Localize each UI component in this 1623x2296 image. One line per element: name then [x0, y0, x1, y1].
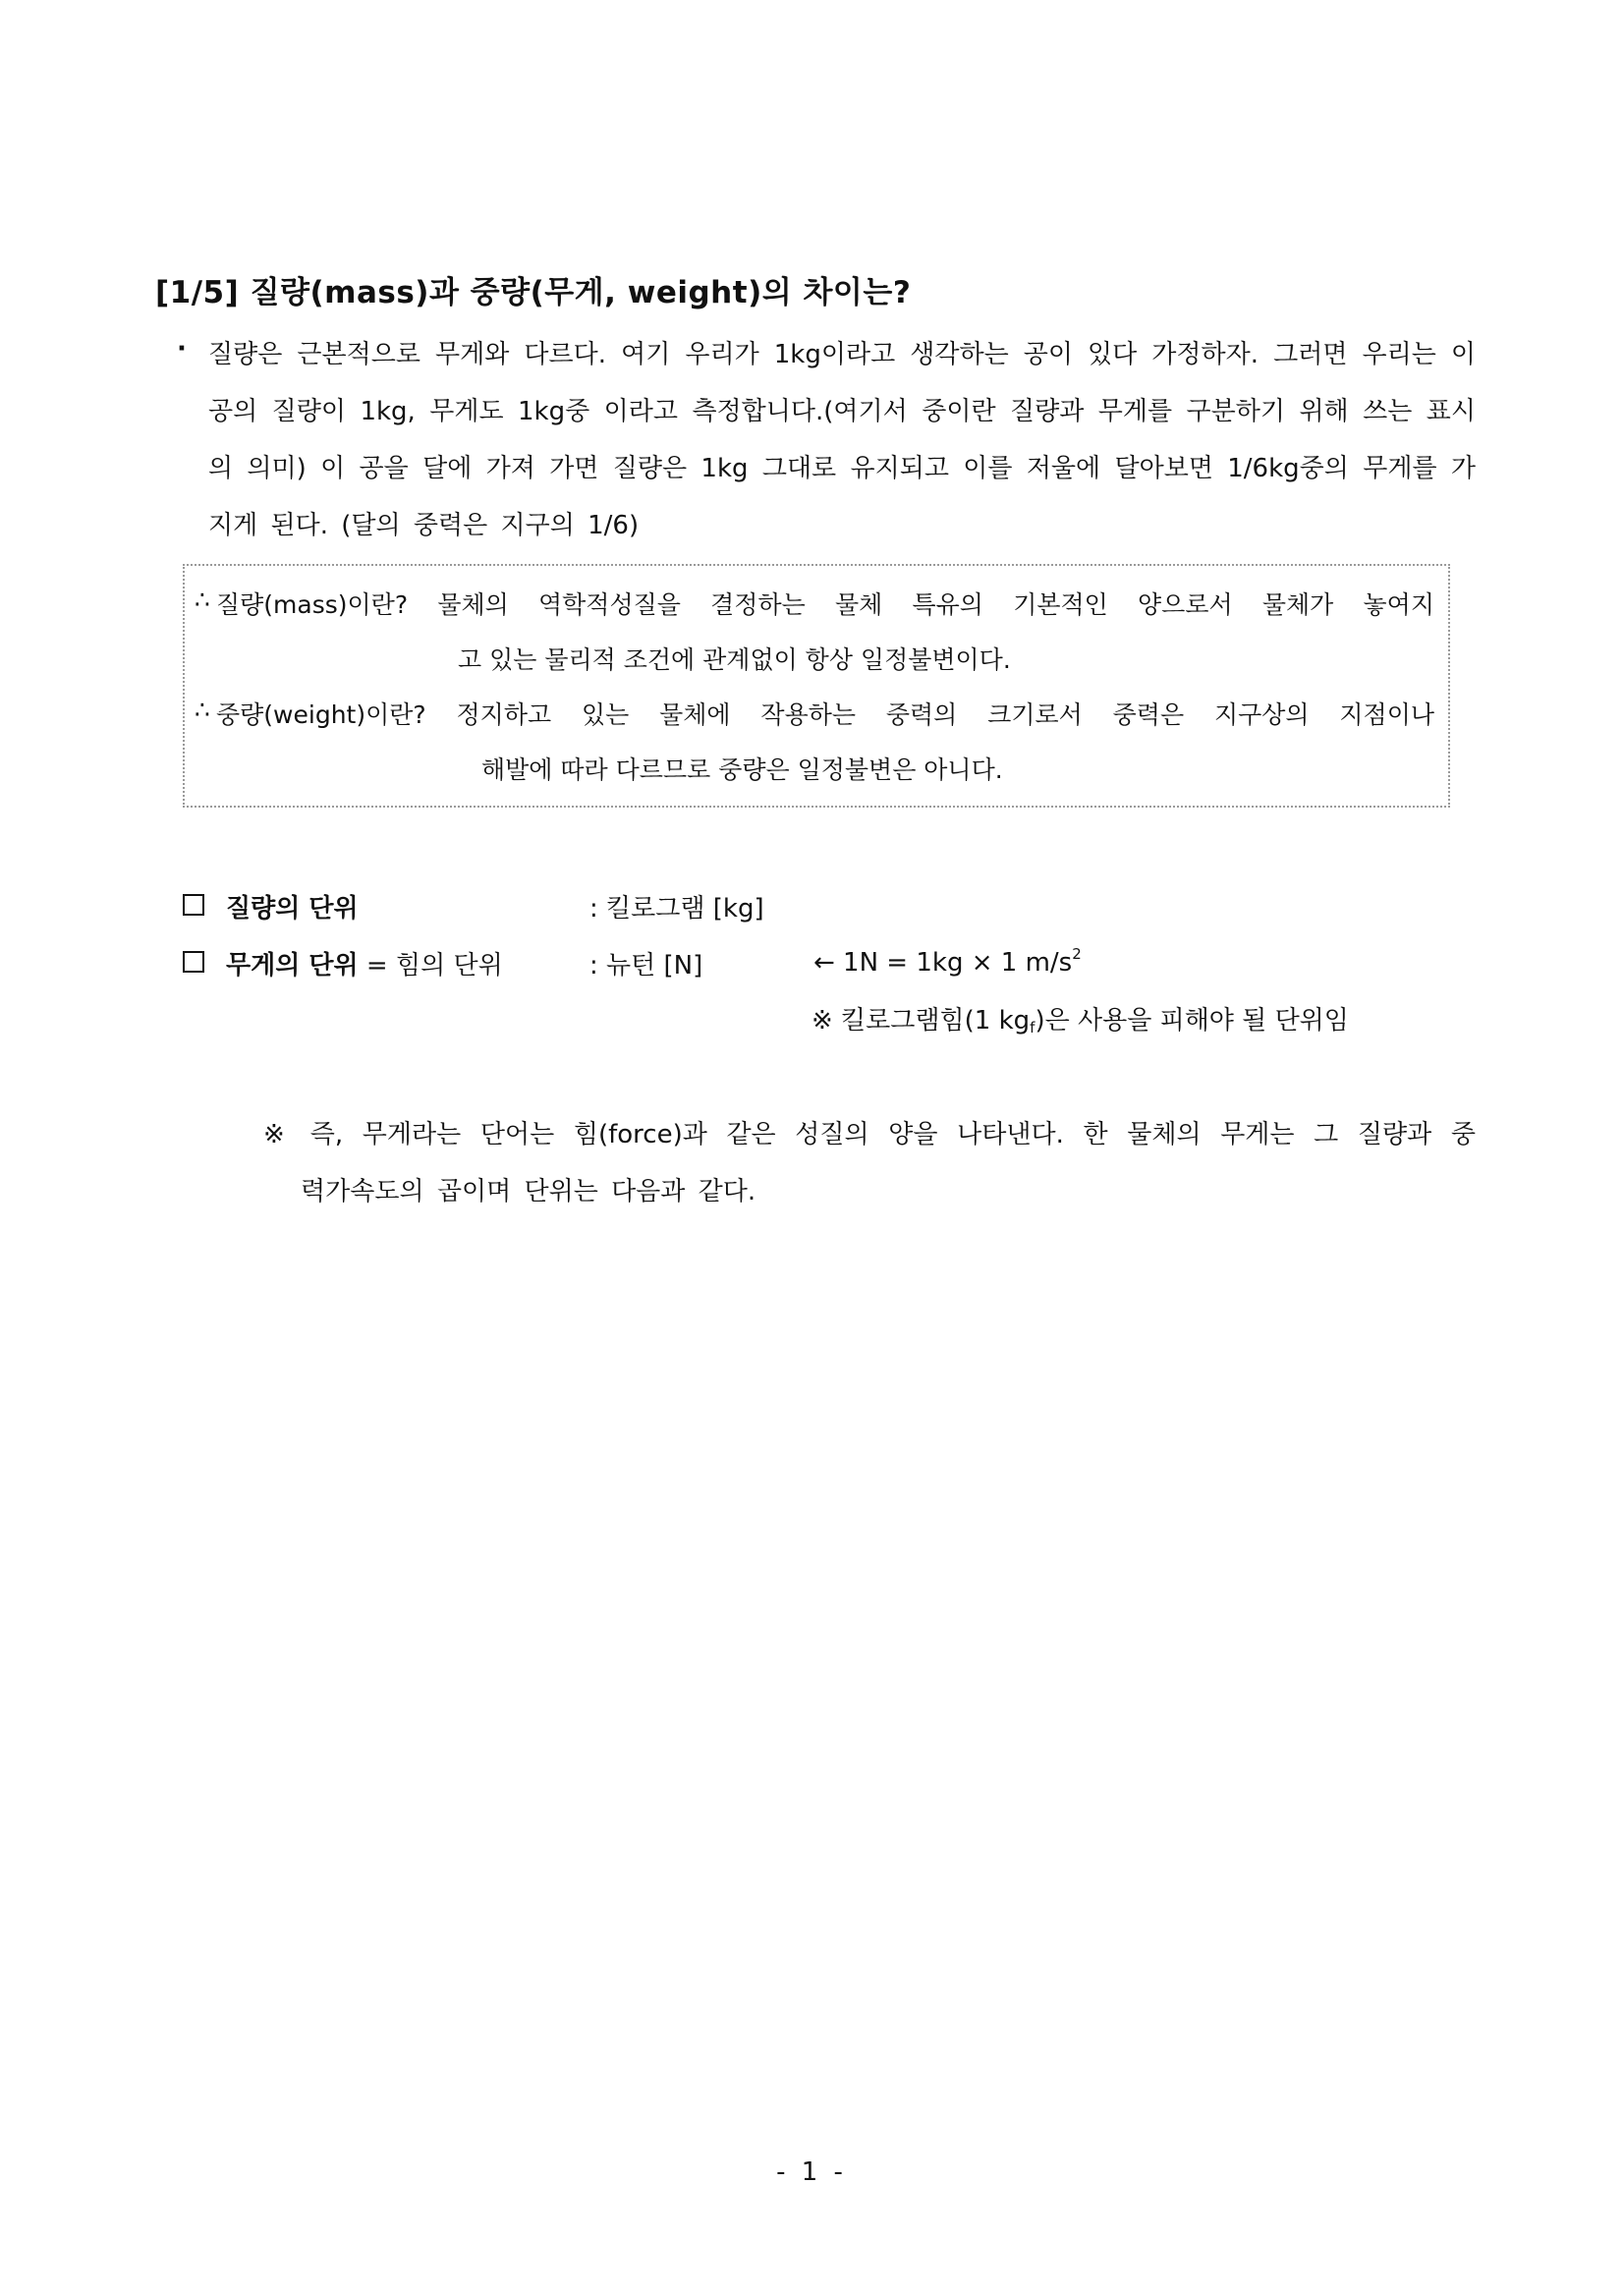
- weight-note-line2: 력가속도의 곱이며 단위는 다음과 같다.: [301, 1177, 756, 1206]
- mass-unit-value: : 킬로그램 [kg]: [589, 894, 764, 924]
- kilogram-force-note: ※ 킬로그램힘(1 $kg_f$)은 사용을 피해야 될 단위임: [812, 1006, 1349, 1036]
- intro-paragraph: 질량은 근본적으로 무게와 다르다. 여기 우리가 1kg이라고 생각하는 공이 있다 가정하자. 그러면 우리는 이 공의 질량이 1kg, 무게도 1kg중 이라고 측정합니다.(여기서 중이란 질량과 무게를 구분하기 위해 쓰는 표시의 의미) 이 공을 달에 가져 가면 질량은 1kg 그대로 유지되고 이를 저울에 달아보면 1/6kg중의 무게를 가지게 된다. (달의 중력은 지구의 1/6): [208, 340, 1476, 540]
- weight-unit-value: : 뉴턴 [N]: [589, 951, 703, 980]
- page-number: - 1 -: [776, 2157, 847, 2187]
- mass-definition-line2: 고 있는 물리적 조건에 관계없이 항상 일정불변이다.: [458, 645, 1011, 674]
- therefore-symbol: ∴: [195, 586, 210, 614]
- checkbox-icon: [183, 894, 204, 916]
- weight-unit-label-suffix: = 힘의 단위: [358, 951, 503, 980]
- weight-unit-label: 무게의 단위 = 힘의 단위: [226, 951, 503, 980]
- weight-note: [263, 1106, 1476, 1220]
- weight-definition-line1: 중량(weight)이란? 정지하고 있는 물체에 작용하는 중력의 크기로서 중력은 지구상의 지점이나: [216, 700, 1434, 729]
- newton-formula: ← 1N = 1kg × 1 $m/s^2$: [813, 945, 1082, 978]
- weight-note-line1: ※ 즉, 무게라는 단어는 힘(force)과 같은 성질의 양을 나타낸다. 한 물체의 무게는 그 질량과 중: [263, 1120, 1476, 1149]
- intro-bullet: ·: [177, 334, 187, 364]
- weight-definition-line2: 해발에 따라 다르므로 중량은 일정불변은 아니다.: [481, 756, 1003, 784]
- checkbox-icon: [183, 951, 204, 973]
- section-heading: [1/5] 질량(mass)과 중량(무게, weight)의 차이는?: [155, 275, 912, 310]
- mass-unit-label: 질량의 단위: [226, 894, 359, 924]
- definition-box: [183, 564, 1450, 808]
- mass-definition-line1: 질량(mass)이란? 물체의 역학적성질을 결정하는 물체 특유의 기본적인 양으로서 물체가 놓여지: [216, 590, 1434, 619]
- therefore-symbol: ∴: [195, 696, 210, 724]
